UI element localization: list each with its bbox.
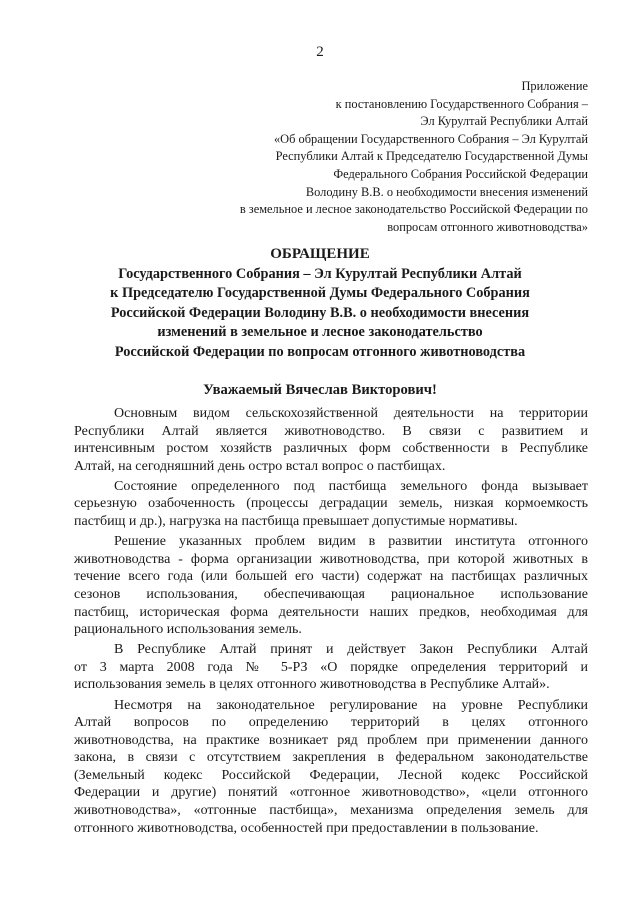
appendix-block [188,78,588,236]
title-line: Государственного Собрания – Эл Курултай Республики Алтай [118,265,522,282]
appendix-line: Приложение [521,79,588,93]
text-line: животноводства, на практике возникает ряд проблем при применении данного [74,732,588,748]
text-line: серьезную озабоченность (процессы деградации земель, низкая кормоемкость [74,496,588,512]
text-line: животноводства - форма организации животноводства, при которой животных в [74,551,588,567]
title-line: Российской Федерации по вопросам отгонного животноводства [114,343,526,360]
text-line: сезонов использования, обеспечивающая рациональное использование [74,586,588,602]
text-line: Решение указанных проблем видим в развитии института отгонного [114,534,588,550]
text-line: Состояние определенного под пастбища земельного фонда вызывает [114,478,588,494]
text-line: В Республике Алтай принят и действует Закон Республики Алтай [114,642,588,658]
text-line: закона, в связи с отсутствием закрепления в федеральном законодательстве [74,750,588,766]
text-line: Несмотря на законодательное регулирование на уровне Республики [114,697,588,713]
text-line: Алтай, на сегодняшний день остро встал вопрос о пастбищах. [74,458,446,474]
appendix-line: «Об обращении Государственного Собрания – Эл Курултай [273,131,588,146]
salutation: Уважаемый Вячеслав Викторович! [203,382,437,398]
text-line: пастбищ, историческая форма деятельности наших предков, необходимая для [74,604,588,620]
text-line: Основным видом сельскохозяйственной деятельности на территории [114,406,588,421]
paragraph [74,405,588,475]
document-title [100,245,540,363]
appendix-line: Республики Алтай к Председателю Государственной Думы [275,149,588,164]
text-line: использования земель в целях отгонного животноводства в Республике Алтай». [74,677,550,693]
title-line: изменений в земельное и лесное законодательство [157,324,483,341]
appendix-line: к постановлению Государственного Собрания – [335,96,588,111]
appendix-line: Володину В.В. о необходимости внесения изменений [305,184,588,199]
text-line: отгонного животноводства, особенностей при предоставлении в пользование. [74,820,539,836]
text-line: от 3 марта 2008 года № 5-РЗ «О порядке определения территорий и [74,659,588,675]
title-main: ОБРАЩЕНИЕ [270,246,370,262]
title-line: к Председателю Государственной Думы Федерального Собрания [110,285,530,302]
text-line: животноводства», «отгонные пастбища», механизма определения земель для [74,803,588,819]
appendix-line: Федерального Собрания Российской Федерации [333,166,588,181]
text-line: Алтай вопросов по определению территорий в целях отгонного [74,715,588,731]
paragraph [74,641,588,694]
text-line: Республики Алтай является животноводство. В связи с развитием и [74,423,588,439]
body-text [74,405,588,840]
text-line: интенсивным ростом хозяйств различных форм собственности в Республике [74,441,588,457]
text-line: Федерации и другие) понятий «отгонное животноводство», «цели отгонного [74,785,588,801]
paragraph [74,697,588,838]
text-line: течение всего года (или большей его части) содержат на пастбищах различных [74,569,588,585]
paragraph [74,478,588,531]
title-line: Российской Федерации Володину В.В. о необходимости внесения [110,304,530,321]
text-line: рационального использования земель. [74,622,302,638]
appendix-line: Эл Курултай Республики Алтай [420,114,588,129]
appendix-line: в земельное и лесное законодательство Российской Федерации по [239,202,588,217]
text-line: пастбищ и др.), нагрузка на пастбища превышает допустимые нормативы. [74,514,518,530]
text-line: (Земельный кодекс Российской Федерации, Лесной кодекс Российской [74,767,588,783]
paragraph [74,533,588,639]
appendix-line: вопросам отгонного животноводства» [387,219,588,234]
page-number: 2 [316,44,324,60]
